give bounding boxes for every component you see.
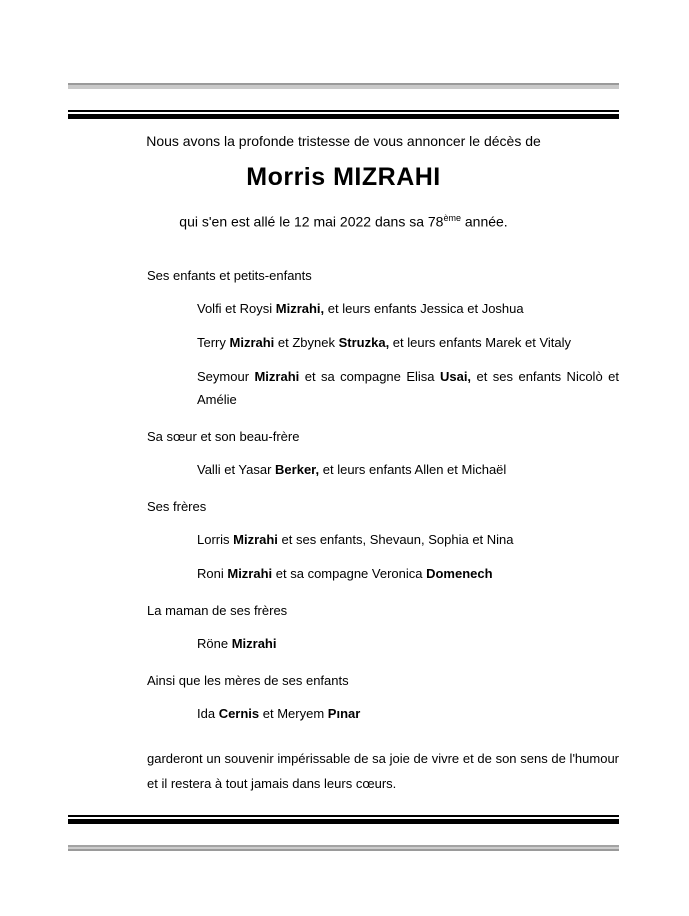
family-entry-text: Valli et Yasar	[197, 462, 276, 477]
family-surname: Struzka,	[338, 335, 390, 350]
family-surname: Mizrahi,	[275, 301, 325, 316]
death-date-superscript: ème	[443, 213, 461, 223]
bottom-gray-rule	[68, 845, 619, 851]
death-date-prefix: qui s'en est allé le 12 mai 2022 dans sa 78	[179, 213, 444, 230]
section-heading: Ses enfants et petits-enfants	[147, 268, 312, 283]
section-heading: La maman de ses frères	[147, 603, 288, 618]
family-entry	[147, 702, 619, 725]
family-entry-text: Volfi et Roysi	[197, 301, 276, 316]
family-entry-text: et Meryem	[259, 706, 328, 721]
family-entry	[147, 297, 619, 320]
family-surname: Mizrahi	[254, 369, 300, 384]
family-surname: Mizrahi	[229, 335, 275, 350]
family-entry-text: et leurs enfants Allen et Michaël	[319, 462, 507, 477]
family-entry-text: et sa compagne Elisa	[299, 369, 440, 384]
family-entry-text: Lorris	[197, 532, 234, 547]
family-entry	[147, 458, 619, 481]
family-surname: Mizrahi	[233, 532, 278, 547]
section-heading: Ainsi que les mères de ses enfants	[147, 673, 349, 688]
family-entry-text: et leurs enfants Jessica et Joshua	[324, 301, 524, 316]
top-gray-rule-thick-line	[68, 85, 619, 89]
family-entry-text: et sa compagne Veronica	[272, 566, 427, 581]
bottom-gray-rule-bottom-line	[68, 849, 619, 851]
family-entry-text: et ses enfants Nicolò et Amélie	[197, 369, 619, 407]
closing-paragraph: garderont un souvenir impérissable de sa joie de vivre et de son sens de l'humour et il restera à tout jamais dans leurs cœurs.	[147, 751, 619, 791]
family-entry	[147, 632, 619, 655]
family-list	[147, 250, 619, 725]
family-entry-text: et leurs enfants Marek et Vitaly	[389, 335, 572, 350]
family-surname: Berker,	[275, 462, 320, 477]
announcement-header	[68, 131, 619, 232]
family-entry-text: et Zbynek	[274, 335, 339, 350]
family-entry-text: Ida	[197, 706, 219, 721]
section-heading: Sa sœur et son beau-frère	[147, 429, 300, 444]
announcement-intro: Nous avons la profonde tristesse de vous annoncer le décès de	[146, 133, 541, 149]
top-gray-rule	[68, 83, 619, 89]
family-entry-text: Seymour	[197, 369, 255, 384]
family-entry-text: Terry	[197, 335, 230, 350]
section-heading: Ses frères	[147, 499, 207, 514]
family-surname: Mizrahi	[227, 566, 273, 581]
family-surname: Cernis	[218, 706, 260, 721]
family-entry	[147, 365, 619, 411]
family-entry	[147, 528, 619, 551]
bottom-black-rule-thick-line	[68, 819, 619, 824]
bottom-black-rule	[68, 815, 619, 824]
deceased-name: Morris MIZRAHI	[246, 163, 441, 191]
death-date-line	[68, 208, 619, 232]
family-entry-text: et ses enfants, Shevaun, Sophia et Nina	[277, 532, 514, 547]
top-black-rule	[68, 110, 619, 119]
family-surname: Mizrahi	[231, 636, 277, 651]
top-black-rule-thick-line	[68, 114, 619, 119]
death-date-suffix: année.	[460, 213, 508, 230]
family-entry	[147, 562, 619, 585]
family-entry	[147, 331, 619, 354]
family-surname: Pınar	[327, 706, 361, 721]
family-surname: Usai,	[439, 369, 472, 384]
family-entry-text: Roni	[197, 566, 228, 581]
family-surname: Domenech	[426, 566, 493, 581]
family-entry-text: Röne	[197, 636, 232, 651]
